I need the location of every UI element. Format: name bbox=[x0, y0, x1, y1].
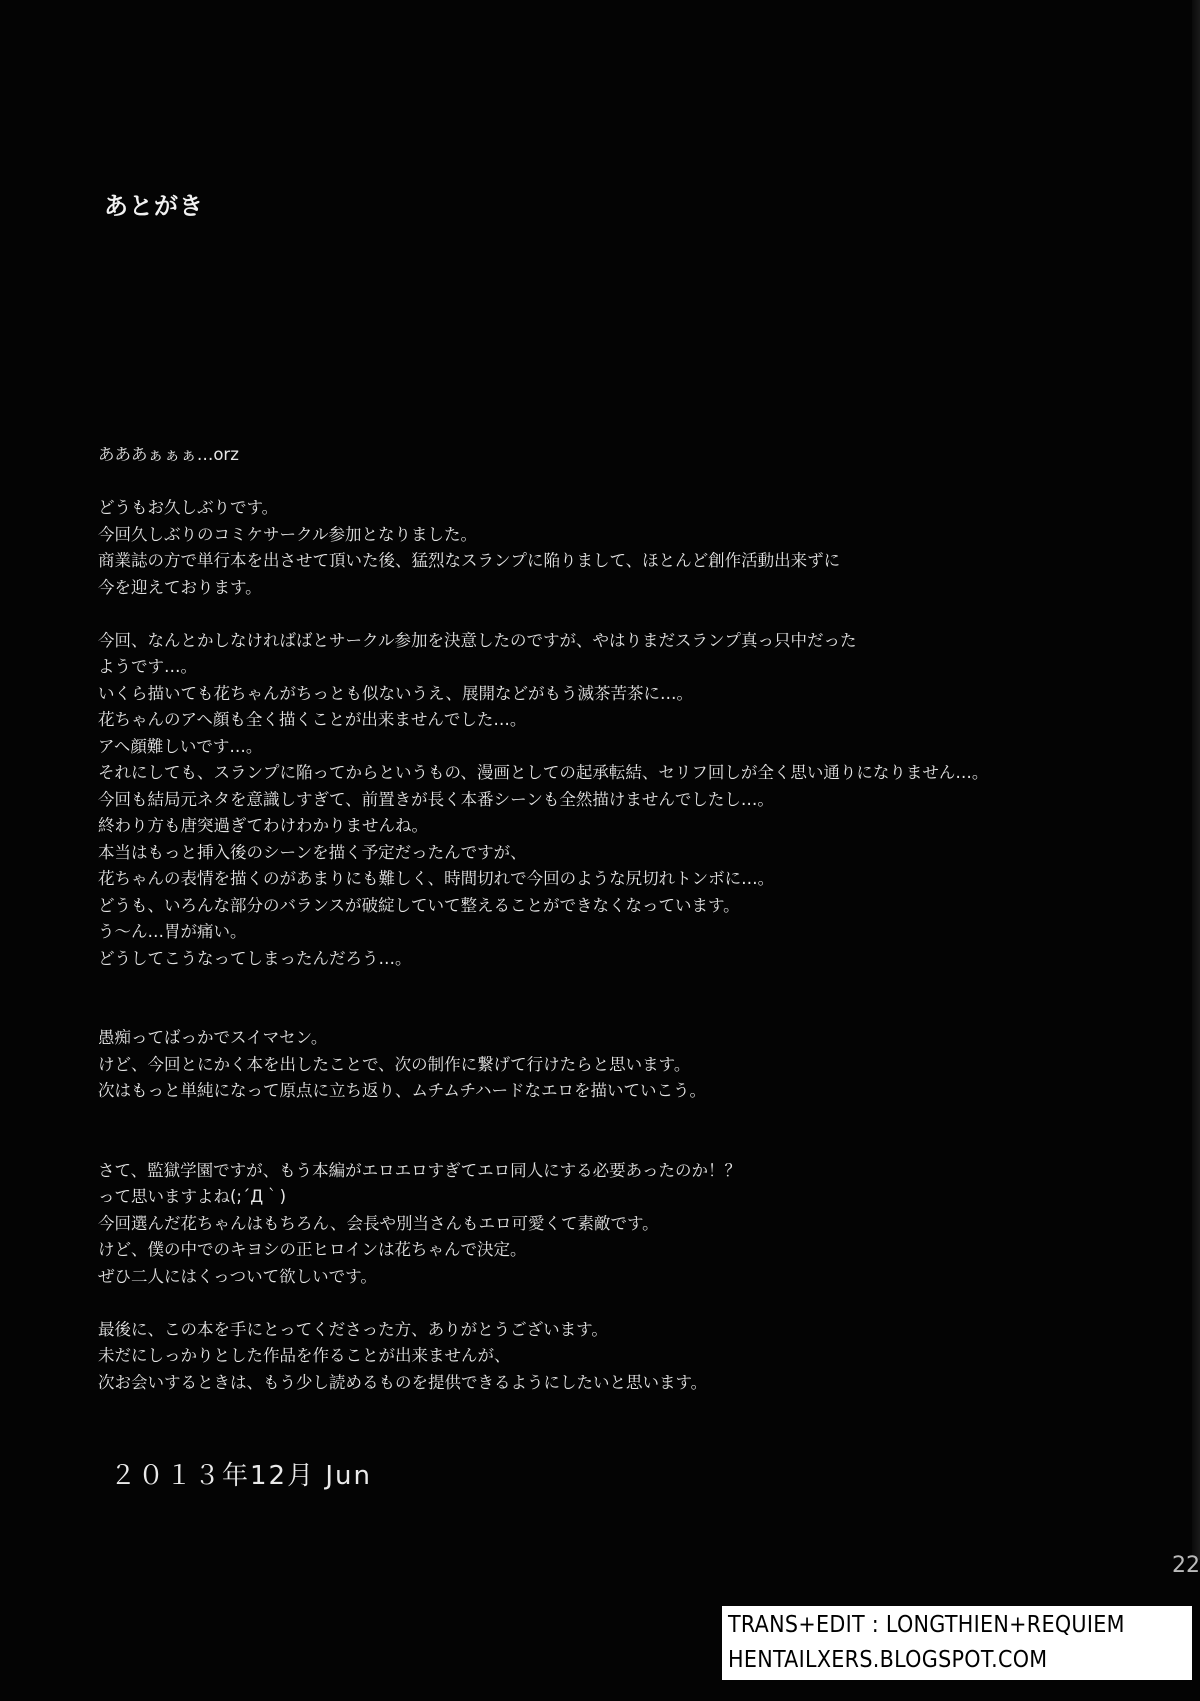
text-line: どうも、いろんな部分のバランスが破綻していて整えることができなくなっています。 bbox=[98, 895, 740, 915]
paragraph-2 bbox=[98, 495, 1098, 601]
text-line: 今回久しぶりのコミケサークル参加となりました。 bbox=[98, 524, 478, 544]
date-signature: ２０１３年12月 Jun bbox=[110, 1461, 372, 1491]
paragraph-6 bbox=[98, 1317, 1098, 1397]
text-line: それにしても、スランプに陥ってからというもの、漫画としての起承転結、セリフ回しが全く思い通りになりません…。 bbox=[98, 763, 989, 782]
page-number: 22 bbox=[1172, 1553, 1200, 1578]
text-line: 商業誌の方で単行本を出させて頂いた後、猛烈なスランプに陥りまして、ほとんど創作活動出来ずに bbox=[98, 551, 841, 570]
text-line: けど、僕の中でのキヨシの正ヒロインは花ちゃんで決定。 bbox=[98, 1240, 527, 1259]
text-line: 次お会いするときは、もう少し読めるものを提供できるようにしたいと思います。 bbox=[98, 1372, 708, 1392]
paragraph-5 bbox=[98, 1158, 1098, 1291]
credits-url: HENTAILXERS.BLOGSPOT.COM bbox=[728, 1647, 1048, 1673]
text-line: 花ちゃんの表情を描くのがあまりにも難しく、時間切れで今回のような尻切れトンボに…。 bbox=[98, 869, 775, 888]
text-line: 今回も結局元ネタを意識しすぎて、前置きが長く本番シーンも全然描けませんでしたし…。 bbox=[98, 789, 774, 809]
text-line: 最後に、この本を手にとってくださった方、ありがとうございます。 bbox=[98, 1319, 608, 1339]
text-line: 本当はもっと挿入後のシーンを描く予定だったんですが、 bbox=[98, 842, 527, 862]
text-line: あああぁぁぁ…orz bbox=[98, 445, 239, 464]
text-line: アヘ顔難しいです…。 bbox=[98, 736, 263, 756]
text-line: 今回選んだ花ちゃんはもちろん、会長や別当さんもエロ可愛くて素敵です。 bbox=[98, 1213, 659, 1233]
text-line: って思いますよね(;´Д｀) bbox=[98, 1187, 287, 1206]
text-line: いくら描いても花ちゃんがちっとも似ないうえ、展開などがもう滅茶苦茶に…。 bbox=[98, 683, 693, 703]
text-line: ようです…。 bbox=[98, 657, 197, 676]
text-line: 終わり方も唐突過ぎてわけわかりませんね。 bbox=[98, 816, 428, 835]
text-line: ぜひ二人にはくっついて欲しいです。 bbox=[98, 1266, 377, 1286]
text-line: 次はもっと単純になって原点に立ち返り、ムチムチハードなエロを描いていこう。 bbox=[98, 1081, 707, 1100]
afterword-body bbox=[98, 442, 1098, 1423]
page-edge bbox=[1192, 0, 1200, 1560]
credits-line: TRANS+EDIT : LONGTHIEN+REQUIEM bbox=[728, 1612, 1125, 1638]
page-title: あとがき bbox=[104, 192, 204, 220]
text-line: どうもお久しぶりです。 bbox=[98, 498, 279, 517]
paragraph-3 bbox=[98, 628, 1098, 973]
text-line: う～ん…胃が痛い。 bbox=[98, 922, 247, 941]
paragraph-1 bbox=[98, 442, 1098, 469]
paragraph-4 bbox=[98, 1025, 1098, 1105]
text-line: 今回、なんとかしなければばとサークル参加を決意したのですが、やはりまだスランプ真っ只中だった bbox=[98, 630, 857, 650]
text-line: 今を迎えております。 bbox=[98, 577, 262, 597]
text-line: さて、監獄学園ですが、もう本編がエロエロすぎてエロ同人にする必要あったのか！？ bbox=[98, 1160, 742, 1180]
text-line: けど、今回とにかく本を出したことで、次の制作に繋げて行けたらと思います。 bbox=[98, 1054, 691, 1074]
scanlation-credits bbox=[722, 1606, 1192, 1680]
text-line: 花ちゃんのアヘ顔も全く描くことが出来ませんでした…。 bbox=[98, 710, 527, 729]
text-line: どうしてこうなってしまったんだろう…。 bbox=[98, 948, 412, 968]
text-line: 未だにしっかりとした作品を作ることが出来ませんが、 bbox=[98, 1346, 511, 1365]
text-line: 愚痴ってばっかでスイマセン。 bbox=[98, 1028, 328, 1047]
